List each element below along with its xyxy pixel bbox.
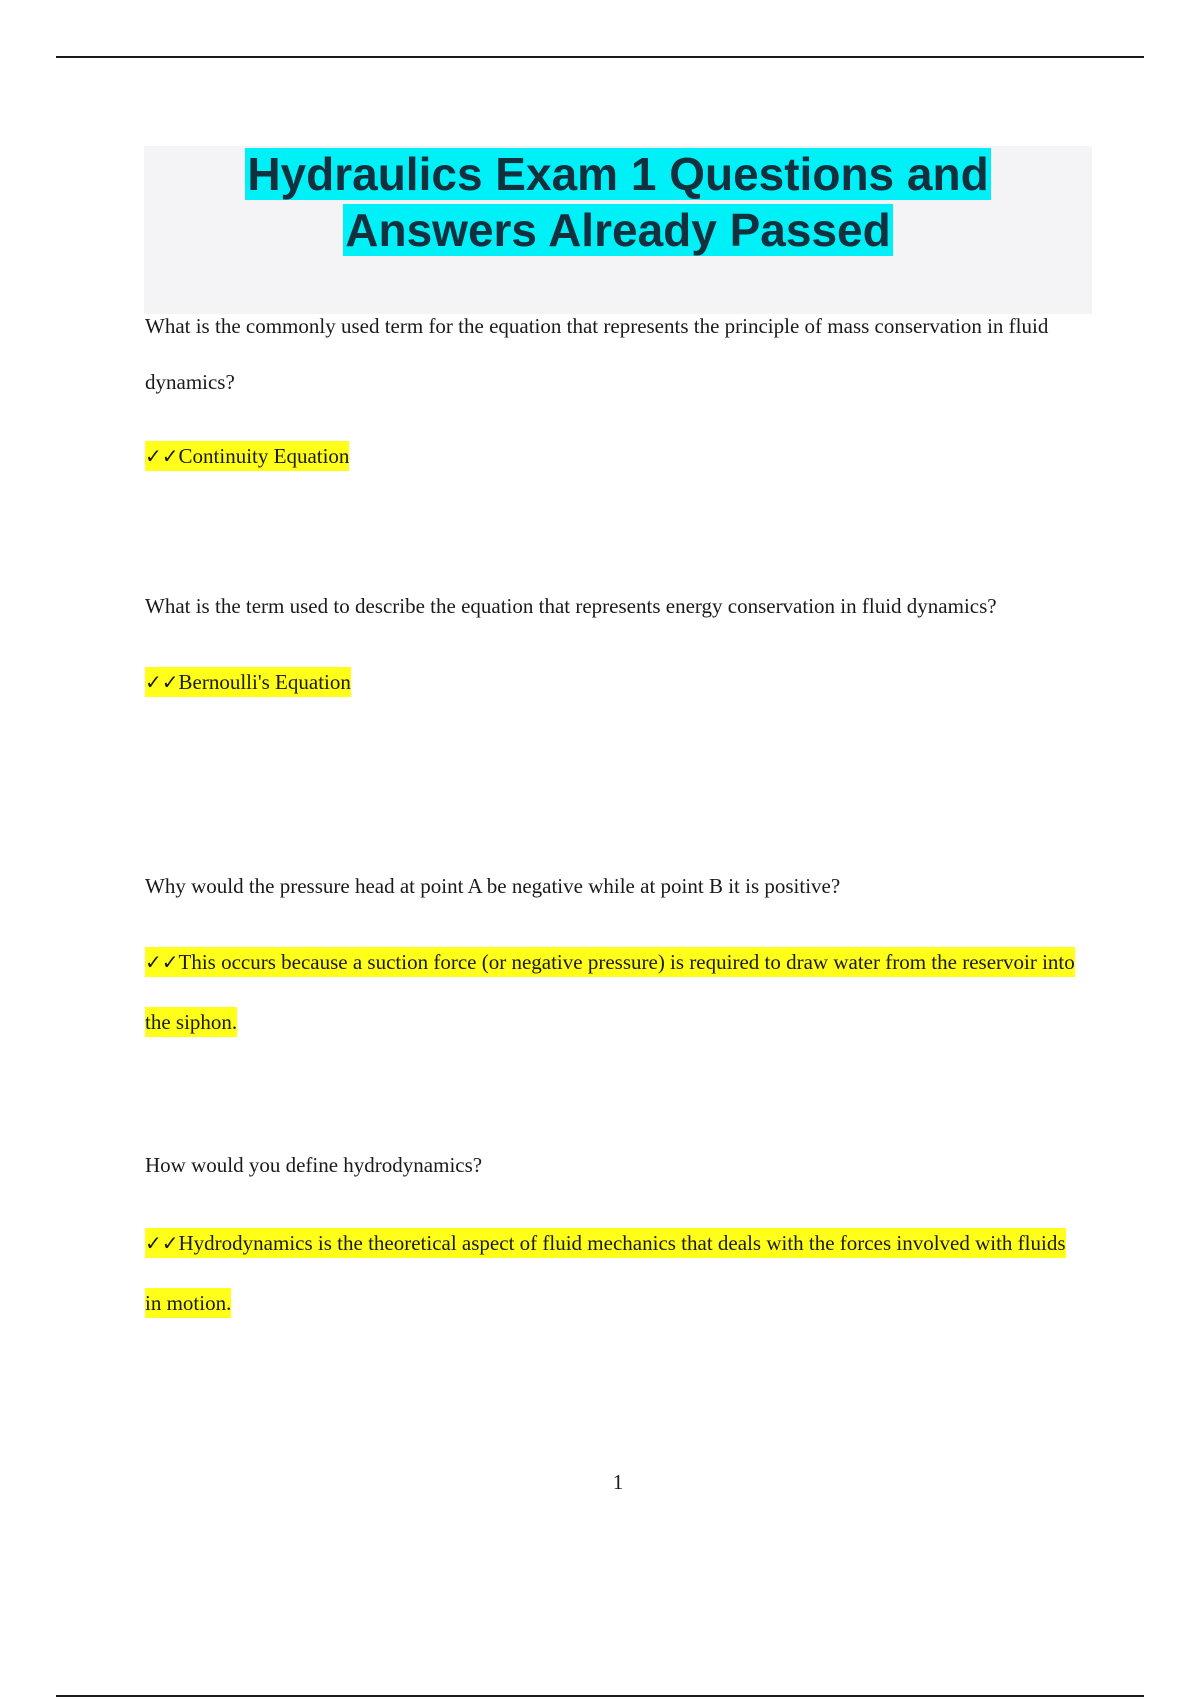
check-mark-icon: ✓✓ — [145, 950, 179, 974]
page-number: 1 — [612, 1470, 624, 1494]
question-text: How would you define hydrodynamics? — [145, 1153, 483, 1177]
qa-item — [145, 858, 1085, 1052]
footer-rule — [56, 1695, 1144, 1697]
question-text: Why would the pressure head at point A be negative while at point B it is positive? — [145, 874, 841, 898]
answer-text — [145, 932, 1085, 1052]
question-text: What is the term used to describe the equation that represents energy conservation in fluid dynamics? — [145, 594, 997, 618]
check-mark-icon: ✓✓ — [145, 1231, 179, 1255]
check-mark-icon: ✓✓ — [145, 444, 179, 468]
answer-text — [145, 654, 1085, 710]
title-line-2: Answers Already Passed — [345, 204, 891, 256]
answer-value: Hydrodynamics is the theoretical aspect of fluid mechanics that deals with the forces involved with fluids in motion. — [145, 1231, 1066, 1315]
document-title — [144, 146, 1092, 258]
qa-item — [145, 298, 1085, 484]
title-line-1: Hydraulics Exam 1 Questions and — [247, 148, 989, 200]
title-block — [144, 146, 1092, 314]
qa-item — [145, 578, 1085, 710]
answer-text — [145, 1213, 1085, 1333]
header-rule — [56, 56, 1144, 58]
question-text: What is the commonly used term for the equation that represents the principle of mass conservation in fluid dynamics? — [145, 314, 1049, 394]
answer-value: This occurs because a suction force (or negative pressure) is required to draw water from the reservoir into the siphon. — [145, 950, 1075, 1034]
answer-value: Bernoulli's Equation — [178, 670, 351, 694]
check-mark-icon: ✓✓ — [145, 670, 179, 694]
qa-item — [145, 1137, 1085, 1333]
answer-value: Continuity Equation — [178, 444, 350, 468]
answer-text — [145, 428, 1085, 484]
